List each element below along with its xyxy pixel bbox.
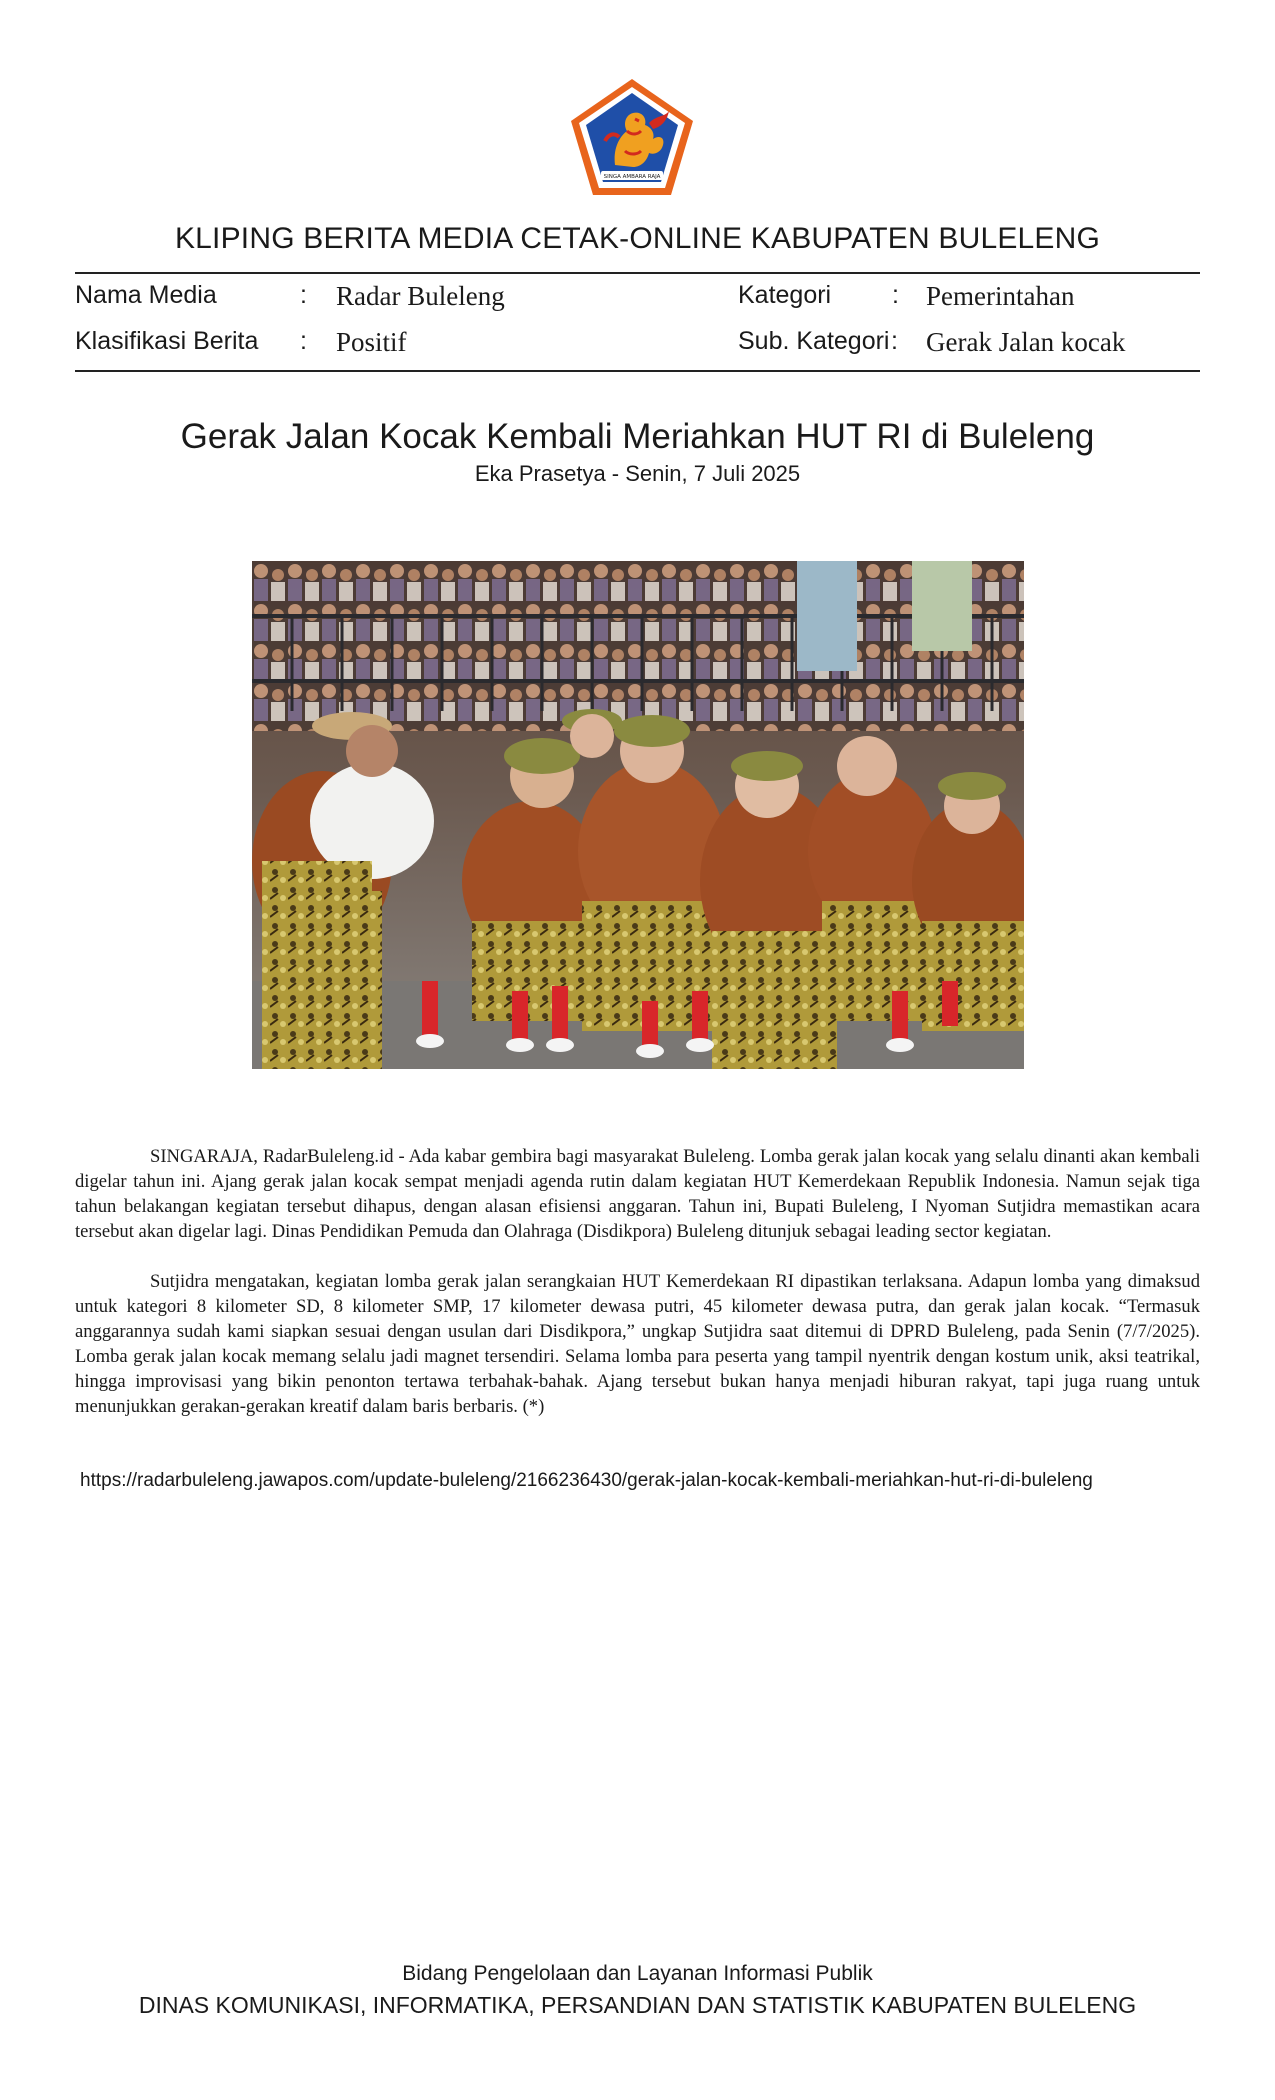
media-label: Nama Media [75,281,217,309]
kabupaten-buleleng-crest-icon [565,75,699,199]
classification-label: Klasifikasi Berita [75,327,259,355]
header-rule-bottom [75,370,1200,372]
subcategory-colon: : [891,327,898,355]
classification-colon: : [300,327,307,355]
article-byline: Eka Prasetya - Senin, 7 Juli 2025 [474,461,801,486]
article-paragraph-2: Sutjidra mengatakan, kegiatan lomba gerak jalan serangkaian HUT Kemerdekaan RI dipastikan terlaksana. Adapun lomba yang dimaksud untuk kategori 8 kilometer SD, 8 kilometer SMP, 17 kilometer dewasa putri, 45 kilometer dewasa putra, dan gerak jalan kocak. “Termasuk anggarannya sudah kami siapkan sesuai dengan usulan dari Disdikpora,” ungkap Sutjidra saat ditemui di DPRD Buleleng, pada Senin (7/7/2025). Lomba gerak jalan kocak memang selalu jadi magnet tersendiri. Selama lomba para peserta yang tampil nyentrik dengan kostum unik, aksi teatrikal, hingga improvisasi yang bikin penonton tertawa terbahak-bahak. Ajang tersebut bukan hanya menjadi hiburan rakyat, tapi juga ruang untuk menunjukkan gerakan-gerakan kreatif dalam baris berbaris. (*) [75,1271,1200,1417]
footer-department: Bidang Pengelolaan dan Layanan Informasi Publik [402,1962,873,1985]
parade-photo [252,561,1024,1069]
article-paragraph-1: SINGARAJA, RadarBuleleng.id - Ada kabar gembira bagi masyarakat Buleleng. Lomba gerak jalan kocak yang selalu dinanti akan kembali digelar tahun ini. Ajang gerak jalan kocak sempat menjadi agenda rutin dalam kegiatan HUT Kemerdekaan Republik Indonesia. Namun sejak tiga tahun belakangan kegiatan tersebut dihapus, dengan alasan efisiensi anggaran. Tahun ini, Bupati Buleleng, I Nyoman Sutjidra memastikan acara tersebut akan digelar lagi. Dinas Pendidikan Pemuda dan Olahraga (Disdikpora) Buleleng ditunjuk sebagai leading sector kegiatan. [75,1146,1200,1242]
source-url[interactable]: https://radarbuleleng.jawapos.com/update-buleleng/2166236430/gerak-jalan-kocak-kembali-meriahkan-hut-ri-di-buleleng [80,1470,1093,1491]
article-body [75,1144,1200,1419]
footer-agency: DINAS KOMUNIKASI, INFORMATIKA, PERSANDIAN DAN STATISTIK KABUPATEN BULELENG [138,1992,1137,2018]
article-headline: Gerak Jalan Kocak Kembali Meriahkan HUT RI di Buleleng [180,417,1095,456]
header-rule-top [75,272,1200,274]
category-label: Kategori [738,281,832,309]
media-value: Radar Buleleng [336,281,505,311]
category-colon: : [892,281,899,309]
subcategory-value: Gerak Jalan kocak [926,327,1126,357]
category-value: Pemerintahan [926,281,1075,311]
logo-motto: SINGA AMBARA RAJA [603,174,661,180]
document-title: KLIPING BERITA MEDIA CETAK-ONLINE KABUPATEN BULELENG [174,222,1101,255]
media-colon: : [300,281,307,309]
subcategory-label: Sub. Kategori [738,327,890,355]
classification-value: Positif [336,327,407,357]
